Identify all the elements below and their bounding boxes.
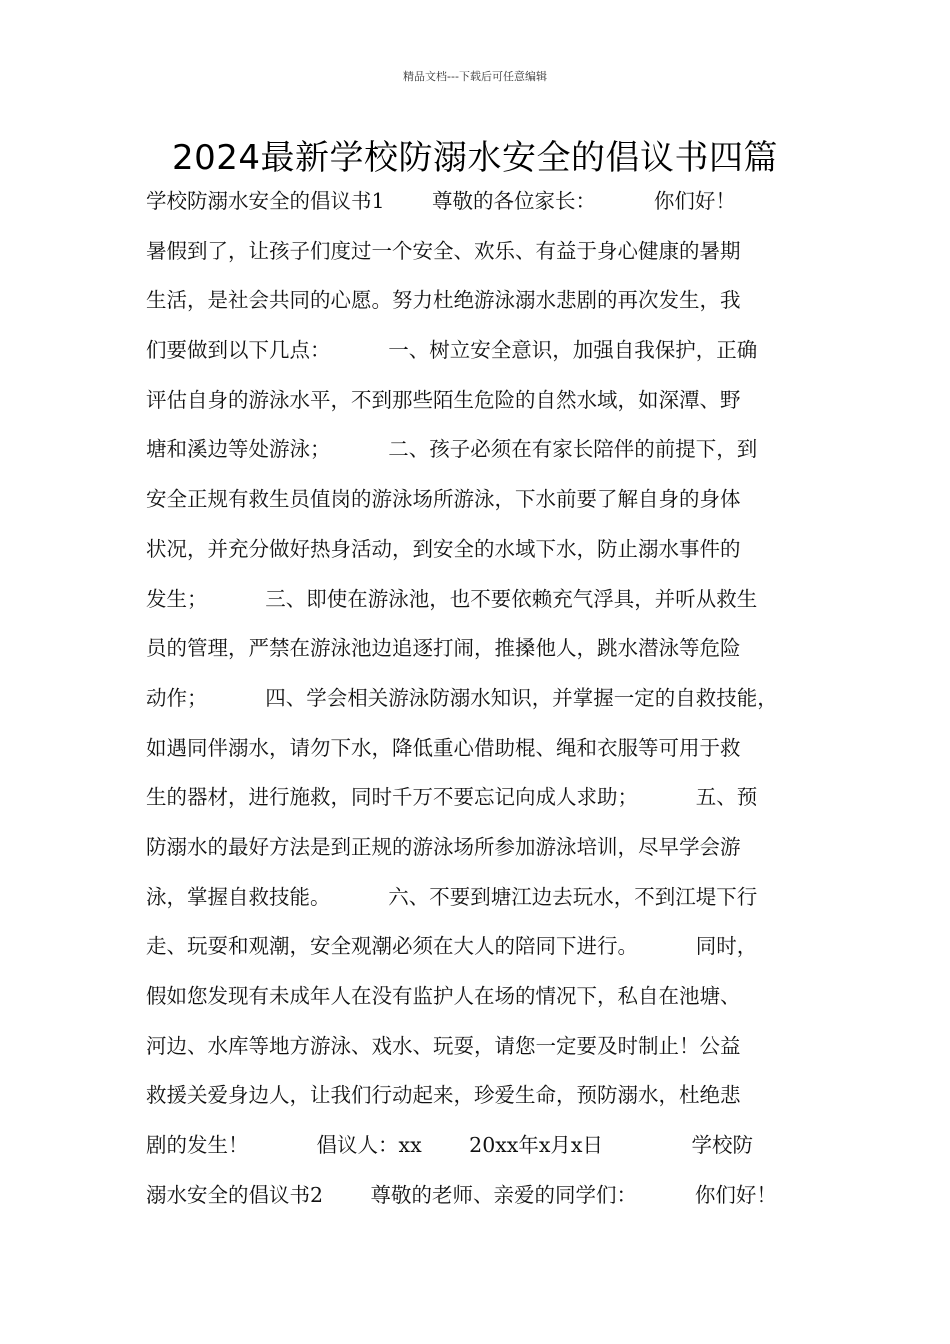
body-line: 生的器材，进行施救，同时千万不要忘记向成人求助； 五、预 — [146, 785, 758, 810]
header-note: 精品文档---下载后可任意编辑 — [403, 70, 547, 83]
body-line: 动作； 四、学会相关游泳防溺水知识，并掌握一定的自救技能， — [146, 685, 778, 710]
body-line: 走、玩耍和观潮，安全观潮必须在大人的陪同下进行。 同时， — [146, 934, 758, 959]
body-line: 假如您发现有未成年人在没有监护人在场的情况下，私自在池塘、 — [146, 984, 741, 1008]
body-line: 救援关爱身边人，让我们行动起来，珍爱生命，预防溺水，杜绝悲 — [146, 1083, 741, 1108]
body-line: 员的管理，严禁在游泳池边追逐打闹，推搡他人，跳水潜泳等危险 — [146, 636, 741, 661]
body-line: 生活，是社会共同的心愿。努力杜绝游泳溺水悲剧的再次发生，我 — [146, 288, 741, 313]
body-line: 发生； 三、即使在游泳池，也不要依赖充气浮具，并听从救生 — [146, 586, 758, 611]
body-line: 学校防溺水安全的倡议书1 尊敬的各位家长： 你们好！ — [146, 189, 736, 213]
body-line: 如遇同伴溺水，请勿下水，降低重心借助棍、绳和衣服等可用于救 — [146, 735, 741, 760]
body-line: 防溺水的最好方法是到正规的游泳场所参加游泳培训，尽早学会游 — [146, 834, 741, 859]
body-line: 剧的发生！ 倡议人：xx 20xx年x月x日 学校防 — [146, 1133, 754, 1158]
body-line: 塘和溪边等处游泳； 二、孩子必须在有家长陪伴的前提下，到 — [146, 437, 758, 462]
body-line: 安全正规有救生员值岗的游泳场所游泳，下水前要了解自身的身体 — [146, 487, 741, 512]
body-line: 泳，掌握自救技能。 六、不要到塘江边去玩水，不到江堤下行 — [146, 884, 758, 909]
document-title: 2024最新学校防溺水安全的倡议书四篇 — [171, 138, 779, 178]
body-line: 溺水安全的倡议书2 尊敬的老师、亲爱的同学们： 你们好！ — [146, 1182, 777, 1207]
body-line: 评估自身的游泳水平，不到那些陌生危险的自然水域，如深潭、野 — [146, 387, 741, 412]
body-line: 状况，并充分做好热身活动，到安全的水域下水，防止溺水事件的 — [146, 536, 741, 561]
body-line: 暑假到了，让孩子们度过一个安全、欢乐、有益于身心健康的暑期 — [146, 238, 741, 263]
document-body — [146, 181, 826, 1224]
body-line: 河边、水库等地方游泳、戏水、玩耍，请您一定要及时制止！公益 — [146, 1033, 741, 1058]
body-line: 们要做到以下几点： 一、树立安全意识，加强自我保护，正确 — [146, 338, 758, 363]
